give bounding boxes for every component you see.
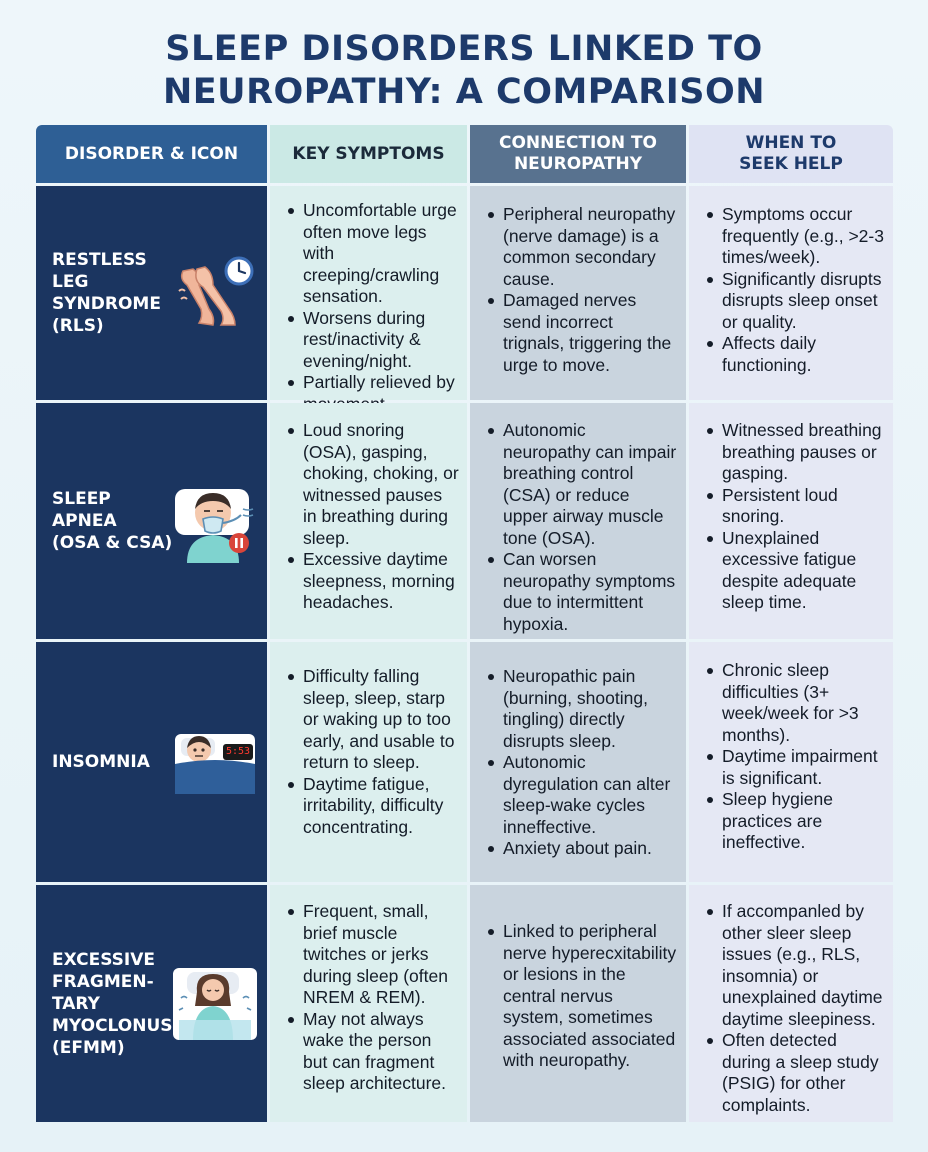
- list-item: Worsens during rest/inactivity & evening/night.: [286, 308, 459, 373]
- page-title: [0, 28, 928, 114]
- connection-list: [486, 420, 678, 635]
- list-item: Loud snoring (OSA), gasping, choking, choking, or witnessed pauses in breathing during sleep.: [286, 420, 459, 549]
- header-connection-line-1: CONNECTION TO: [498, 133, 658, 153]
- disorder-name-line: TARY: [52, 993, 100, 1014]
- list-item: Difficulty falling sleep, sleep, starp or waking up to too early, and usable to return to sleep.: [286, 666, 459, 774]
- connection-list: [486, 921, 678, 1072]
- header-help: [689, 125, 893, 183]
- help-list: [705, 204, 885, 376]
- list-item: Daytime impairment is significant.: [705, 746, 885, 789]
- connection-cell-efmm: [470, 885, 686, 1122]
- list-item: If accompanled by other sleer sleep issues (e.g., RLS, insomnia) or unexplained daytime daytime sleepiness.: [705, 901, 885, 1030]
- disorder-name-line: (RLS): [52, 316, 104, 336]
- help-cell-insomnia: [689, 642, 893, 882]
- help-cell-sleep-apnea: [689, 403, 893, 639]
- disorder-name: [52, 751, 182, 773]
- disorder-cell-efmm: [36, 885, 267, 1122]
- disorder-name: [52, 249, 182, 337]
- cpap-mask-icon: [173, 479, 257, 563]
- title-line-1: SLEEP DISORDERS LINKED TO: [165, 29, 763, 69]
- help-list: [705, 901, 885, 1116]
- help-cell-efmm: [689, 885, 893, 1122]
- list-item: Daytime fatigue, irritability, difficulty concentrating.: [286, 774, 459, 839]
- connection-cell-sleep-apnea: [470, 403, 686, 639]
- list-item: Significantly disrupts disrupts sleep onset or quality.: [705, 269, 885, 334]
- list-item: Neuropathic pain (burning, shooting, tingling) directly disrupts sleep.: [486, 666, 678, 752]
- symptoms-cell-insomnia: [270, 642, 467, 882]
- title-line-2: NEUROPATHY: A COMPARISON: [162, 72, 766, 112]
- header-help-line-2: SEEK HELP: [739, 154, 843, 174]
- disorder-name: [52, 488, 182, 554]
- symptoms-cell-rls: [270, 186, 467, 400]
- help-cell-rls: [689, 186, 893, 400]
- symptoms-list: [286, 200, 459, 415]
- connection-cell-rls: [470, 186, 686, 400]
- header-connection: [470, 125, 686, 183]
- comparison-table: [36, 125, 892, 1118]
- disorder-name: [52, 949, 182, 1059]
- list-item: Excessive daytime sleepness, morning headaches.: [286, 549, 459, 614]
- disorder-name-line: (OSA & CSA): [52, 533, 173, 553]
- disorder-cell-insomnia: [36, 642, 267, 882]
- list-item: Chronic sleep difficulties (3+ week/week for >3 months).: [705, 660, 885, 746]
- symptoms-list: [286, 901, 459, 1095]
- list-item: Symptoms occur frequently (e.g., >2-3 times/week).: [705, 204, 885, 269]
- clock-display: 5:53: [225, 746, 251, 757]
- disorder-name-line: MYOCLONUS: [52, 1015, 173, 1036]
- list-item: Witnessed breathing breathing pauses or gasping.: [705, 420, 885, 485]
- list-item: Sleep hygiene practices are ineffective.: [705, 789, 885, 854]
- header-help-line-1: WHEN TO: [745, 133, 837, 153]
- list-item: Unexplained excessive fatigue despite adequate sleep time.: [705, 528, 885, 614]
- legs-clock-icon: [173, 251, 257, 335]
- symptoms-cell-sleep-apnea: [270, 403, 467, 639]
- awake-in-bed-icon: [173, 720, 257, 804]
- disorder-name-line: FRAGMEN-: [52, 971, 154, 992]
- symptoms-list: [286, 420, 459, 614]
- disorder-name-line: LEG: [52, 272, 89, 292]
- list-item: Autonomic dyregulation can alter sleep-wake cycles inneffective.: [486, 752, 678, 838]
- header-symptoms: [270, 125, 467, 183]
- disorder-name-line: APNEA: [52, 511, 117, 531]
- list-item: Partially relieved by: [286, 372, 459, 415]
- header-disorder-label: DISORDER & ICON: [64, 143, 239, 164]
- disorder-cell-sleep-apnea: [36, 403, 267, 639]
- disorder-cell-rls: [36, 186, 267, 400]
- header-symptoms-label: KEY SYMPTOMS: [292, 143, 445, 164]
- disorder-name-line: RESTLESS: [52, 250, 147, 270]
- disorder-name-line: INSOMNIA: [52, 752, 150, 772]
- list-item: Linked to peripheral nerve hyperecxitability or lesions in the central nervus system, sometimes associated associated with neuropathy.: [486, 921, 678, 1072]
- symptoms-cell-efmm: [270, 885, 467, 1122]
- help-list: [705, 420, 885, 614]
- help-list: [705, 660, 885, 854]
- list-item: Damaged nerves send incorrect trignals, triggering the urge to move.: [486, 290, 678, 376]
- connection-list: [486, 204, 678, 376]
- list-item: Can worsen neuropathy symptoms due to intermittent hypoxia.: [486, 549, 678, 635]
- list-item: Autonomic neuropathy can impair breathing control (CSA) or reduce upper airway muscle tone (OSA).: [486, 420, 678, 549]
- disorder-name-line: SYNDROME: [52, 294, 161, 314]
- list-item: May not always wake the person but can fragment sleep architecture.: [286, 1009, 459, 1095]
- disorder-name-line: (EFMM): [52, 1037, 125, 1058]
- list-item: Uncomfortable urge often move legs with creeping/crawling sensation.: [286, 200, 459, 308]
- list-item: Frequent, small, brief muscle twitches or jerks during sleep (often NREM & REM).: [286, 901, 459, 1009]
- list-item: Anxiety about pain.: [486, 838, 678, 860]
- list-item: Often detected during a sleep study (PSIG) for other complaints.: [705, 1030, 885, 1116]
- symptoms-list: [286, 666, 459, 838]
- connection-list: [486, 666, 678, 860]
- list-item: Affects daily functioning.: [705, 333, 885, 376]
- twitching-sleeper-icon: [173, 962, 257, 1046]
- list-item: Peripheral neuropathy (nerve damage) is a common secondary cause.: [486, 204, 678, 290]
- disorder-name-line: SLEEP: [52, 489, 111, 509]
- disorder-name-line: EXCESSIVE: [52, 949, 156, 970]
- header-disorder: [36, 125, 267, 183]
- connection-cell-insomnia: [470, 642, 686, 882]
- list-item: Persistent loud snoring.: [705, 485, 885, 528]
- header-connection-line-2: NEUROPATHY: [513, 154, 643, 174]
